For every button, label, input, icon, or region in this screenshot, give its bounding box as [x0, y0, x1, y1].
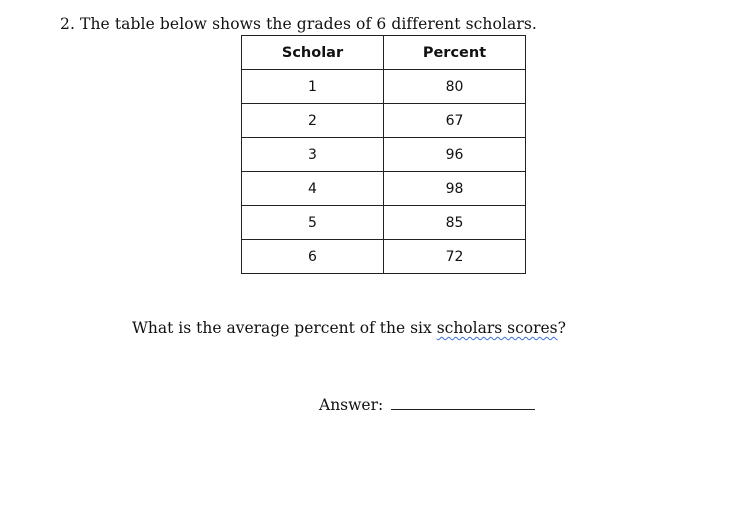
table-header-row — [242, 36, 526, 70]
question-body: The table below shows the grades of 6 different scholars. — [80, 15, 537, 33]
answer-section — [319, 395, 535, 414]
average-prompt — [132, 319, 566, 337]
percent-cell: 80 — [384, 70, 526, 104]
scholar-cell: 6 — [242, 240, 384, 274]
scholar-cell: 4 — [242, 172, 384, 206]
percent-cell: 85 — [384, 206, 526, 240]
percent-cell: 96 — [384, 138, 526, 172]
percent-cell: 67 — [384, 104, 526, 138]
grades-table — [241, 35, 526, 274]
scholar-cell: 1 — [242, 70, 384, 104]
scholar-cell: 5 — [242, 206, 384, 240]
table-row — [242, 172, 526, 206]
table-row — [242, 206, 526, 240]
scholar-cell: 3 — [242, 138, 384, 172]
table-row — [242, 240, 526, 274]
table-row — [242, 104, 526, 138]
percent-cell: 72 — [384, 240, 526, 274]
spellcheck-flagged-text[interactable]: scholars scores — [436, 319, 558, 337]
table-row — [242, 70, 526, 104]
table-row — [242, 138, 526, 172]
answer-label: Answer: — [319, 396, 384, 414]
percent-cell: 98 — [384, 172, 526, 206]
question-text — [60, 15, 537, 33]
prompt-text: What is the average percent of the six — [132, 319, 437, 337]
prompt-end: ? — [557, 319, 566, 337]
header-scholar: Scholar — [242, 36, 384, 70]
answer-blank-line[interactable] — [391, 395, 535, 410]
scholar-cell: 2 — [242, 104, 384, 138]
header-percent: Percent — [384, 36, 526, 70]
question-number: 2. — [60, 15, 75, 33]
